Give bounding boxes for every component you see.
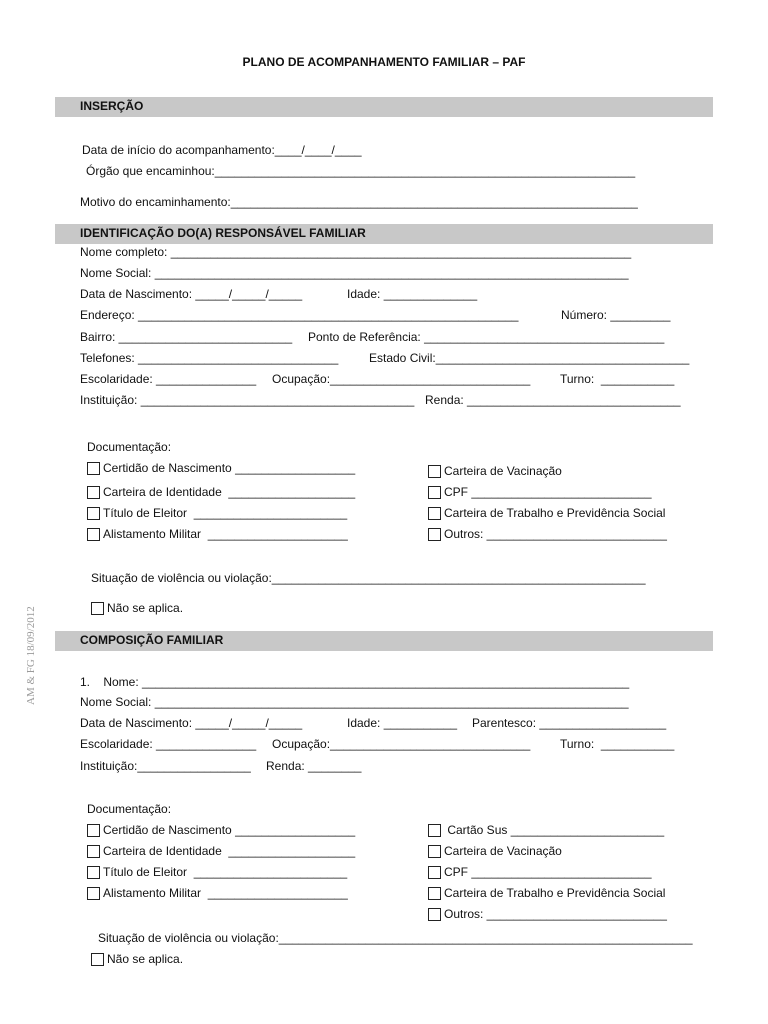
membro-cpf-checkbox[interactable] [428,866,441,879]
vacinacao-label: Carteira de Vacinação [444,464,562,478]
membro-certidao-checkbox[interactable] [87,824,100,837]
identidade-checkbox[interactable] [87,486,100,499]
membro-alistamento-checkbox[interactable] [87,887,100,900]
identidade-label: Carteira de Identidade ___________________ [103,485,356,499]
cpf-label: CPF ___________________________ [444,485,652,499]
membro-alistamento-label: Alistamento Militar _____________________ [103,886,348,900]
membro-data-nascimento-field[interactable]: Data de Nascimento: _____/_____/_____ [80,716,303,730]
numero-field[interactable]: Número: _________ [561,308,671,322]
carteira-trabalho-label: Carteira de Trabalho e Previdência Social [444,506,666,520]
instituicao-field[interactable]: Instituição: _________________________________________ [80,393,415,407]
membro-idade-field[interactable]: Idade: ___________ [347,716,458,730]
data-inicio-field[interactable]: Data de início do acompanhamento:____/____/____ [82,143,362,157]
escolaridade-field[interactable]: Escolaridade: _______________ [80,372,257,386]
nome-completo-field[interactable]: Nome completo: _____________________________________________________________________ [80,245,632,259]
bairro-field[interactable]: Bairro: __________________________ [80,330,293,344]
membro-identidade-label: Carteira de Identidade ___________________ [103,844,356,858]
membro-cpf-label: CPF ___________________________ [444,865,652,879]
data-nascimento-field[interactable]: Data de Nascimento: _____/_____/_____ [80,287,303,301]
section-title: COMPOSIÇÃO FAMILIAR [80,633,224,647]
eleitor-checkbox[interactable] [87,507,100,520]
membro-nome-field[interactable]: 1. Nome: _________________________________________________________________________ [80,675,630,689]
cpf-checkbox[interactable] [428,486,441,499]
membro-certidao-label: Certidão de Nascimento __________________ [103,823,356,837]
membro-renda-field[interactable]: Renda: ________ [266,759,362,773]
nome-social-field[interactable]: Nome Social: _______________________________________________________________________ [80,266,629,280]
alistamento-label: Alistamento Militar _____________________ [103,527,348,541]
membro-nao-aplica-label: Não se aplica. [107,952,184,966]
ponto-referencia-field[interactable]: Ponto de Referência: ____________________________________ [308,330,665,344]
outros-checkbox[interactable] [428,528,441,541]
membro-cartao-sus-checkbox[interactable] [428,824,441,837]
certidao-label: Certidão de Nascimento __________________ [103,461,356,475]
page-title: PLANO DE ACOMPANHAMENTO FAMILIAR – PAF [242,55,526,69]
membro-ocupacao-field[interactable]: Ocupação:______________________________ [272,737,531,751]
carteira-trabalho-checkbox[interactable] [428,507,441,520]
estado-civil-field[interactable]: Estado Civil:______________________________________ [369,351,690,365]
membro-turno-field[interactable]: Turno: ___________ [560,737,675,751]
certidao-checkbox[interactable] [87,462,100,475]
section-title: IDENTIFICAÇÃO DO(A) RESPONSÁVEL FAMILIAR [80,226,366,240]
alistamento-checkbox[interactable] [87,528,100,541]
membro-identidade-checkbox[interactable] [87,845,100,858]
section-header-identificacao [55,224,713,244]
membro-vacinacao-checkbox[interactable] [428,845,441,858]
turno-field[interactable]: Turno: ___________ [560,372,675,386]
membro-vacinacao-label: Carteira de Vacinação [444,844,562,858]
membro-nao-aplica-checkbox[interactable] [91,953,104,966]
side-note: AM & FG 18/09/2012 [25,606,37,705]
situacao-violencia-field[interactable]: Situação de violência ou violação:________________________________________________________ [91,571,646,585]
membro-escolaridade-field[interactable]: Escolaridade: _______________ [80,737,257,751]
documentacao-label: Documentação: [87,440,172,454]
motivo-field[interactable]: Motivo do encaminhamento:_____________________________________________________________ [80,195,638,209]
membro-parentesco-field[interactable]: Parentesco: ___________________ [472,716,667,730]
membro-carteira-trabalho-label: Carteira de Trabalho e Previdência Social [444,886,666,900]
membro-situacao-violencia-field[interactable]: Situação de violência ou violação:______________________________________________________________ [98,931,693,945]
renda-field[interactable]: Renda: ________________________________ [425,393,681,407]
membro-nome-social-field[interactable]: Nome Social: _______________________________________________________________________ [80,695,629,709]
membro-carteira-trabalho-checkbox[interactable] [428,887,441,900]
nao-aplica-label: Não se aplica. [107,601,184,615]
membro-eleitor-checkbox[interactable] [87,866,100,879]
telefones-field[interactable]: Telefones: ______________________________ [80,351,339,365]
idade-field[interactable]: Idade: ______________ [347,287,478,301]
ocupacao-field[interactable]: Ocupação:______________________________ [272,372,531,386]
vacinacao-checkbox[interactable] [428,465,441,478]
eleitor-label: Título de Eleitor _______________________ [103,506,348,520]
outros-label: Outros: ___________________________ [444,527,667,541]
section-header-insercao [55,97,713,117]
membro-documentacao-label: Documentação: [87,802,172,816]
membro-cartao-sus-label: Cartão Sus _______________________ [444,823,665,837]
nao-aplica-checkbox[interactable] [91,602,104,615]
membro-eleitor-label: Título de Eleitor _______________________ [103,865,348,879]
membro-instituicao-field[interactable]: Instituição:_________________ [80,759,251,773]
endereco-field[interactable]: Endereço: _________________________________________________________ [80,308,519,322]
membro-outros-checkbox[interactable] [428,908,441,921]
section-title: INSERÇÃO [80,99,144,113]
membro-outros-label: Outros: ___________________________ [444,907,667,921]
section-header-composicao [55,631,713,651]
orgao-field[interactable]: Órgão que encaminhou:_______________________________________________________________ [86,164,636,178]
